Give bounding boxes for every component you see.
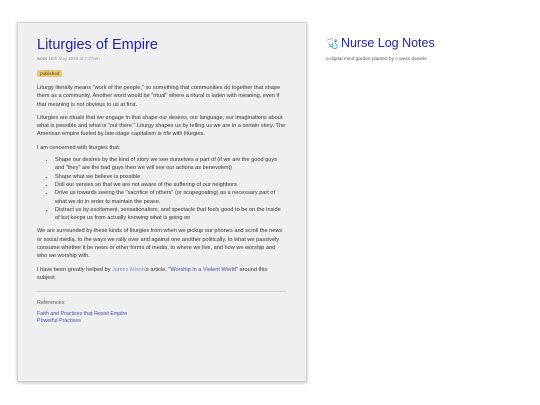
divider — [37, 291, 286, 292]
paragraph-5-text-mid: 's article, " — [144, 266, 171, 273]
paragraph-3: I am concerned with liturgies that: — [37, 144, 121, 151]
post-meta — [37, 56, 286, 62]
paragraph-5 — [37, 266, 286, 283]
paragraph-2: Liturgies are rituals that we engage in that shape our desires, our language, our imaginations about what is possible and what is "out there." Liturgy shapes us by telling us we are in a certain story. The American empire fueled by late-stage capitalism is rife with liturgies. — [37, 114, 286, 138]
worship-violent-world-link[interactable]: Worship in a Violent World — [170, 266, 236, 273]
paragraph-4: We are surrounded by these kinds of liturgies from when we pickup our phones and scroll the news or social media, to the ways we rally over and against one another politically, to what we passively consume whether it be news or other forms of media, to where we live, and how we worship and who we worship with. — [37, 228, 283, 260]
paragraph-1: Liturgy literally means "work of the people," so something that communities do together that shape them as a community. Another word would be "ritual" where a ritural is laden with meaning, even if that meaning is not obvious to us at first. — [37, 85, 281, 108]
list-item: • Distract us by excitement, sensationalism, and spectacle that feels good to be on the inside of but keeps us from actually knowing what is going on — [55, 206, 286, 223]
list-item: • Dull our senses so that we are not aware of the suffering of our neighbors — [55, 181, 286, 189]
post-author[interactable]: wess — [37, 56, 48, 61]
post-card — [17, 22, 307, 382]
site-title-text: Nurse Log Notes — [340, 36, 435, 50]
references-list — [37, 311, 286, 325]
references-label: References: — [37, 300, 66, 307]
reference-link-powerful-practices[interactable]: Powerful Practices — [37, 318, 81, 325]
post-body — [37, 84, 286, 282]
post-title[interactable]: Liturgies of Empire — [37, 37, 158, 53]
site-title[interactable] — [326, 36, 526, 52]
james-alison-link[interactable]: James Alison — [111, 266, 145, 273]
liturgy-list — [37, 156, 286, 222]
site-sidebar — [326, 36, 526, 63]
paragraph-5-text-start: I have been greatly helped by — [37, 266, 112, 273]
paragraph-5-text-end: " around this subject. — [37, 266, 268, 281]
stethoscope-icon: 🩺 — [326, 39, 338, 50]
post-date: 16th May 2020 at 7:27am — [48, 56, 100, 61]
list-item: • Shape our desires by the kind of story we see ourselves a part of (if we are the good guys and "they" are the bad guys then we will see our actions as benevolent) — [55, 156, 286, 173]
site-tagline: a digital mind garden planted by c wess daniels — [326, 57, 427, 62]
status-badge[interactable]: published — [37, 70, 62, 77]
list-item: • Shape what we believe is possible — [55, 173, 286, 181]
reference-link-faith-practices[interactable]: Faith and Practices that Resist Empire — [37, 311, 128, 318]
list-item: • Drive us towards seeing the "sacrifice of others" (or scapegoating) as a necessary part of what we do in order to maintain the peace. — [55, 189, 286, 206]
